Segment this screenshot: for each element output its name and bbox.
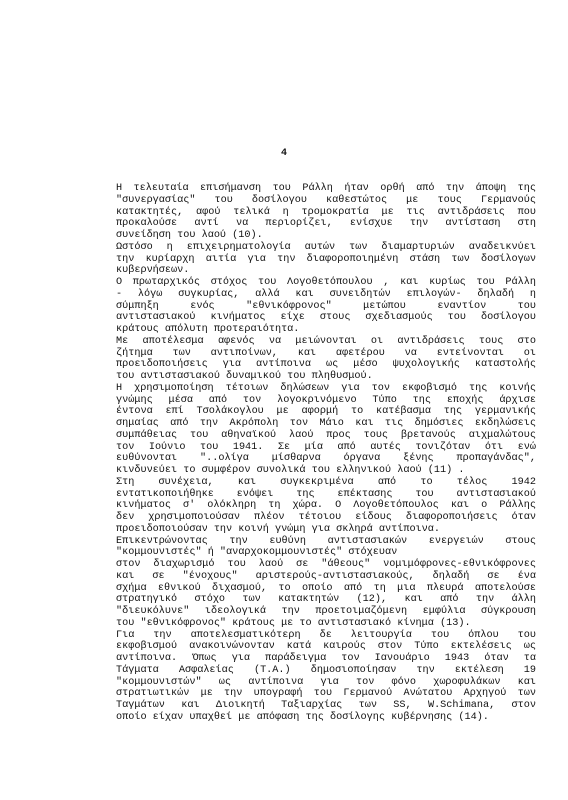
text-line: κυβερνήσεων. [116, 265, 190, 277]
text-line: αντίποινα. Όπως για παράδειγμα τον Ιανουάριο 1943 όταν τα [116, 653, 536, 664]
text-line: - λόγω συγκυρίας, αλλά και συνειδητών επιλογών- δηλαδή η [116, 288, 536, 300]
text-line: προειδοποιούσαν την κοινή γνώμη για σκληρά αντίποινα. [116, 523, 441, 535]
text-line: συνείδηση του λαού (10). [116, 230, 263, 241]
text-line: κράτους απόλυτη προτεραιότητα. [116, 324, 300, 335]
text-line: Ο πρωταρχικός στόχος του Λογοθετόπουλου , και κυρίως του Ράλλη [116, 277, 536, 288]
text-line: Ταγμάτων και Διοικητή Ταξιαρχίας των SS, W.Schimana, στον [116, 700, 536, 711]
text-line: σημαίας από την Ακρόπολη τον Μάιο και τις δημόσιες εκδηλώσεις [116, 418, 536, 429]
text-line: στρατιωτικών με την υπογραφή του Γερμανού Ανώτατου Αρχηγού των [116, 688, 536, 700]
text-line: Στη συνέχεια, και συγκεκριμένα από το τέλος 1942 [116, 476, 536, 488]
text-line: τον Ιούνιο του 1941. Σε μία από αυτές τονιζόταν ότι ενώ [116, 441, 536, 453]
text-line: συμπάθειας του αθηναϊκού λαού προς τους βρετανούς αιχμαλώτους [116, 429, 536, 441]
text-line: Επικεντρώνοντας την ευθύνη αντιστασιακών ενεργειών στους [116, 535, 536, 547]
text-line: έντονα επί Τσολάκογλου με αφορμή το κατέβασμα της γερμανικής [116, 406, 536, 418]
text-line: Η χρησιμοποίηση τέτοιων δηλώσεων για τον εκφοβισμό της κοινής [116, 382, 536, 394]
text-line: Με αποτέλεσμα αφενός να μειώνονται οι αντιδράσεις τους στο [116, 335, 536, 347]
text-line: εντατικοποιήθηκε ενόψει της επέκτασης του αντιστασιακού [116, 488, 536, 500]
body-text [116, 183, 536, 724]
text-line: κατακτητές, αφού τελικά η τρομοκρατία με τις αντιδράσεις που [116, 206, 536, 218]
text-line: ευθύνονται "..ολίγα μίσθαρνα όργανα ξένης προπαγάνδας", [116, 453, 536, 465]
text-line: στον διαχωρισμό του λαού σε "άθεους" νομιμόφρονες-εθνικόφρονες [116, 559, 536, 570]
text-line: εκφοβισμού ανακοινώνονταν κατά καιρούς στον Τύπο εκτελέσεις ως [116, 641, 536, 653]
text-line: προκαλούσε αντί να περιορίζει, ενίσχυε την αντίσταση στη [116, 218, 536, 230]
text-line: δεν χρησιμοποιούσαν πλέον τέτοιου είδους διαφοροποιήσεις όταν [116, 512, 536, 523]
text-line: Τάγματα Ασφαλείας (Τ.Α.) δημοσιοποίησαν την εκτέλεση 19 [116, 664, 536, 676]
text-line: του "εθνικόφρονος" κράτους με το αντιστασιακό κίνημα (13). [116, 617, 471, 629]
text-line: γνώμης μέσα από τον λογοκρινόμενο Τύπο της εποχής άρχισε [116, 394, 536, 406]
text-line: σύμπηξη ενός "εθνικόφρονος" μετώπου εναντίον του [116, 300, 536, 312]
text-line: "κομμουνιστές" ή "αναρχοκομμουνιστές" στόχευαν [116, 547, 398, 559]
text-line: ζήτημα των αντιποίνων, και αφετέρου να εντείνονται οι [116, 347, 536, 359]
text-line: "συνεργασίας" του δοσίλογου καθεστώτος με τους Γερμανούς [116, 194, 536, 206]
text-line: οποίο είχαν υπαχθεί με απόφαση της δοσίλογης κυβέρνησης (14). [116, 711, 489, 723]
text-line: στρατηγικό στόχο των κατακτητών (12), και από την άλλη [116, 594, 536, 606]
text-line: "κομμουνιστών" ως αντίποινα για τον φόνο χωροφυλάκων και [116, 676, 536, 688]
text-line: κινήματος σ' ολόκληρη τη χώρα. Ο Λογοθετόπουλος και ο Ράλλης [116, 500, 536, 512]
text-line: σχήμα εθνικού διχασμού, το οποίο από τη μια πλευρά αποτελούσε [116, 582, 536, 594]
text-line: και σε "ένοχους" αριστερούς-αντιστασιακούς, δηλαδή σε ένα [116, 570, 536, 582]
text-line: του αντιστασιακού δυναμικού του πληθυσμού. [116, 371, 373, 382]
text-line: Για την αποτελεσματικότερη δε λειτουργία του όπλου του [116, 629, 536, 641]
text-line: Ωστόσο η επιχειρηματολογία αυτών των διαμαρτυριών αναδεικνύει [116, 241, 536, 253]
text-line: αντιστασιακού κινήματος είχε στους σχεδιασμούς του δοσίλογου [116, 312, 536, 324]
text-line: Η τελευταία επισήμανση του Ράλλη ήταν ορθή από την άποψη της [116, 183, 536, 194]
text-line: την κυρίαρχη αιτία για την διαφοροποιημένη στάση των δοσίλογων [116, 253, 536, 265]
text-line: "διευκόλυνε" ιδεολογικά την προετοιμαζόμενη εμφύλια σύγκρουση [116, 606, 536, 617]
page-number: 4 [280, 148, 287, 159]
text-line: κινδυνεύει το συμφέρον συνολικά του ελληνικού λαού (11) . [116, 465, 465, 476]
text-line: προειδοποιήσεις για αντίποινα ως μέσο ψυχολογικής καταστολής [116, 359, 536, 371]
